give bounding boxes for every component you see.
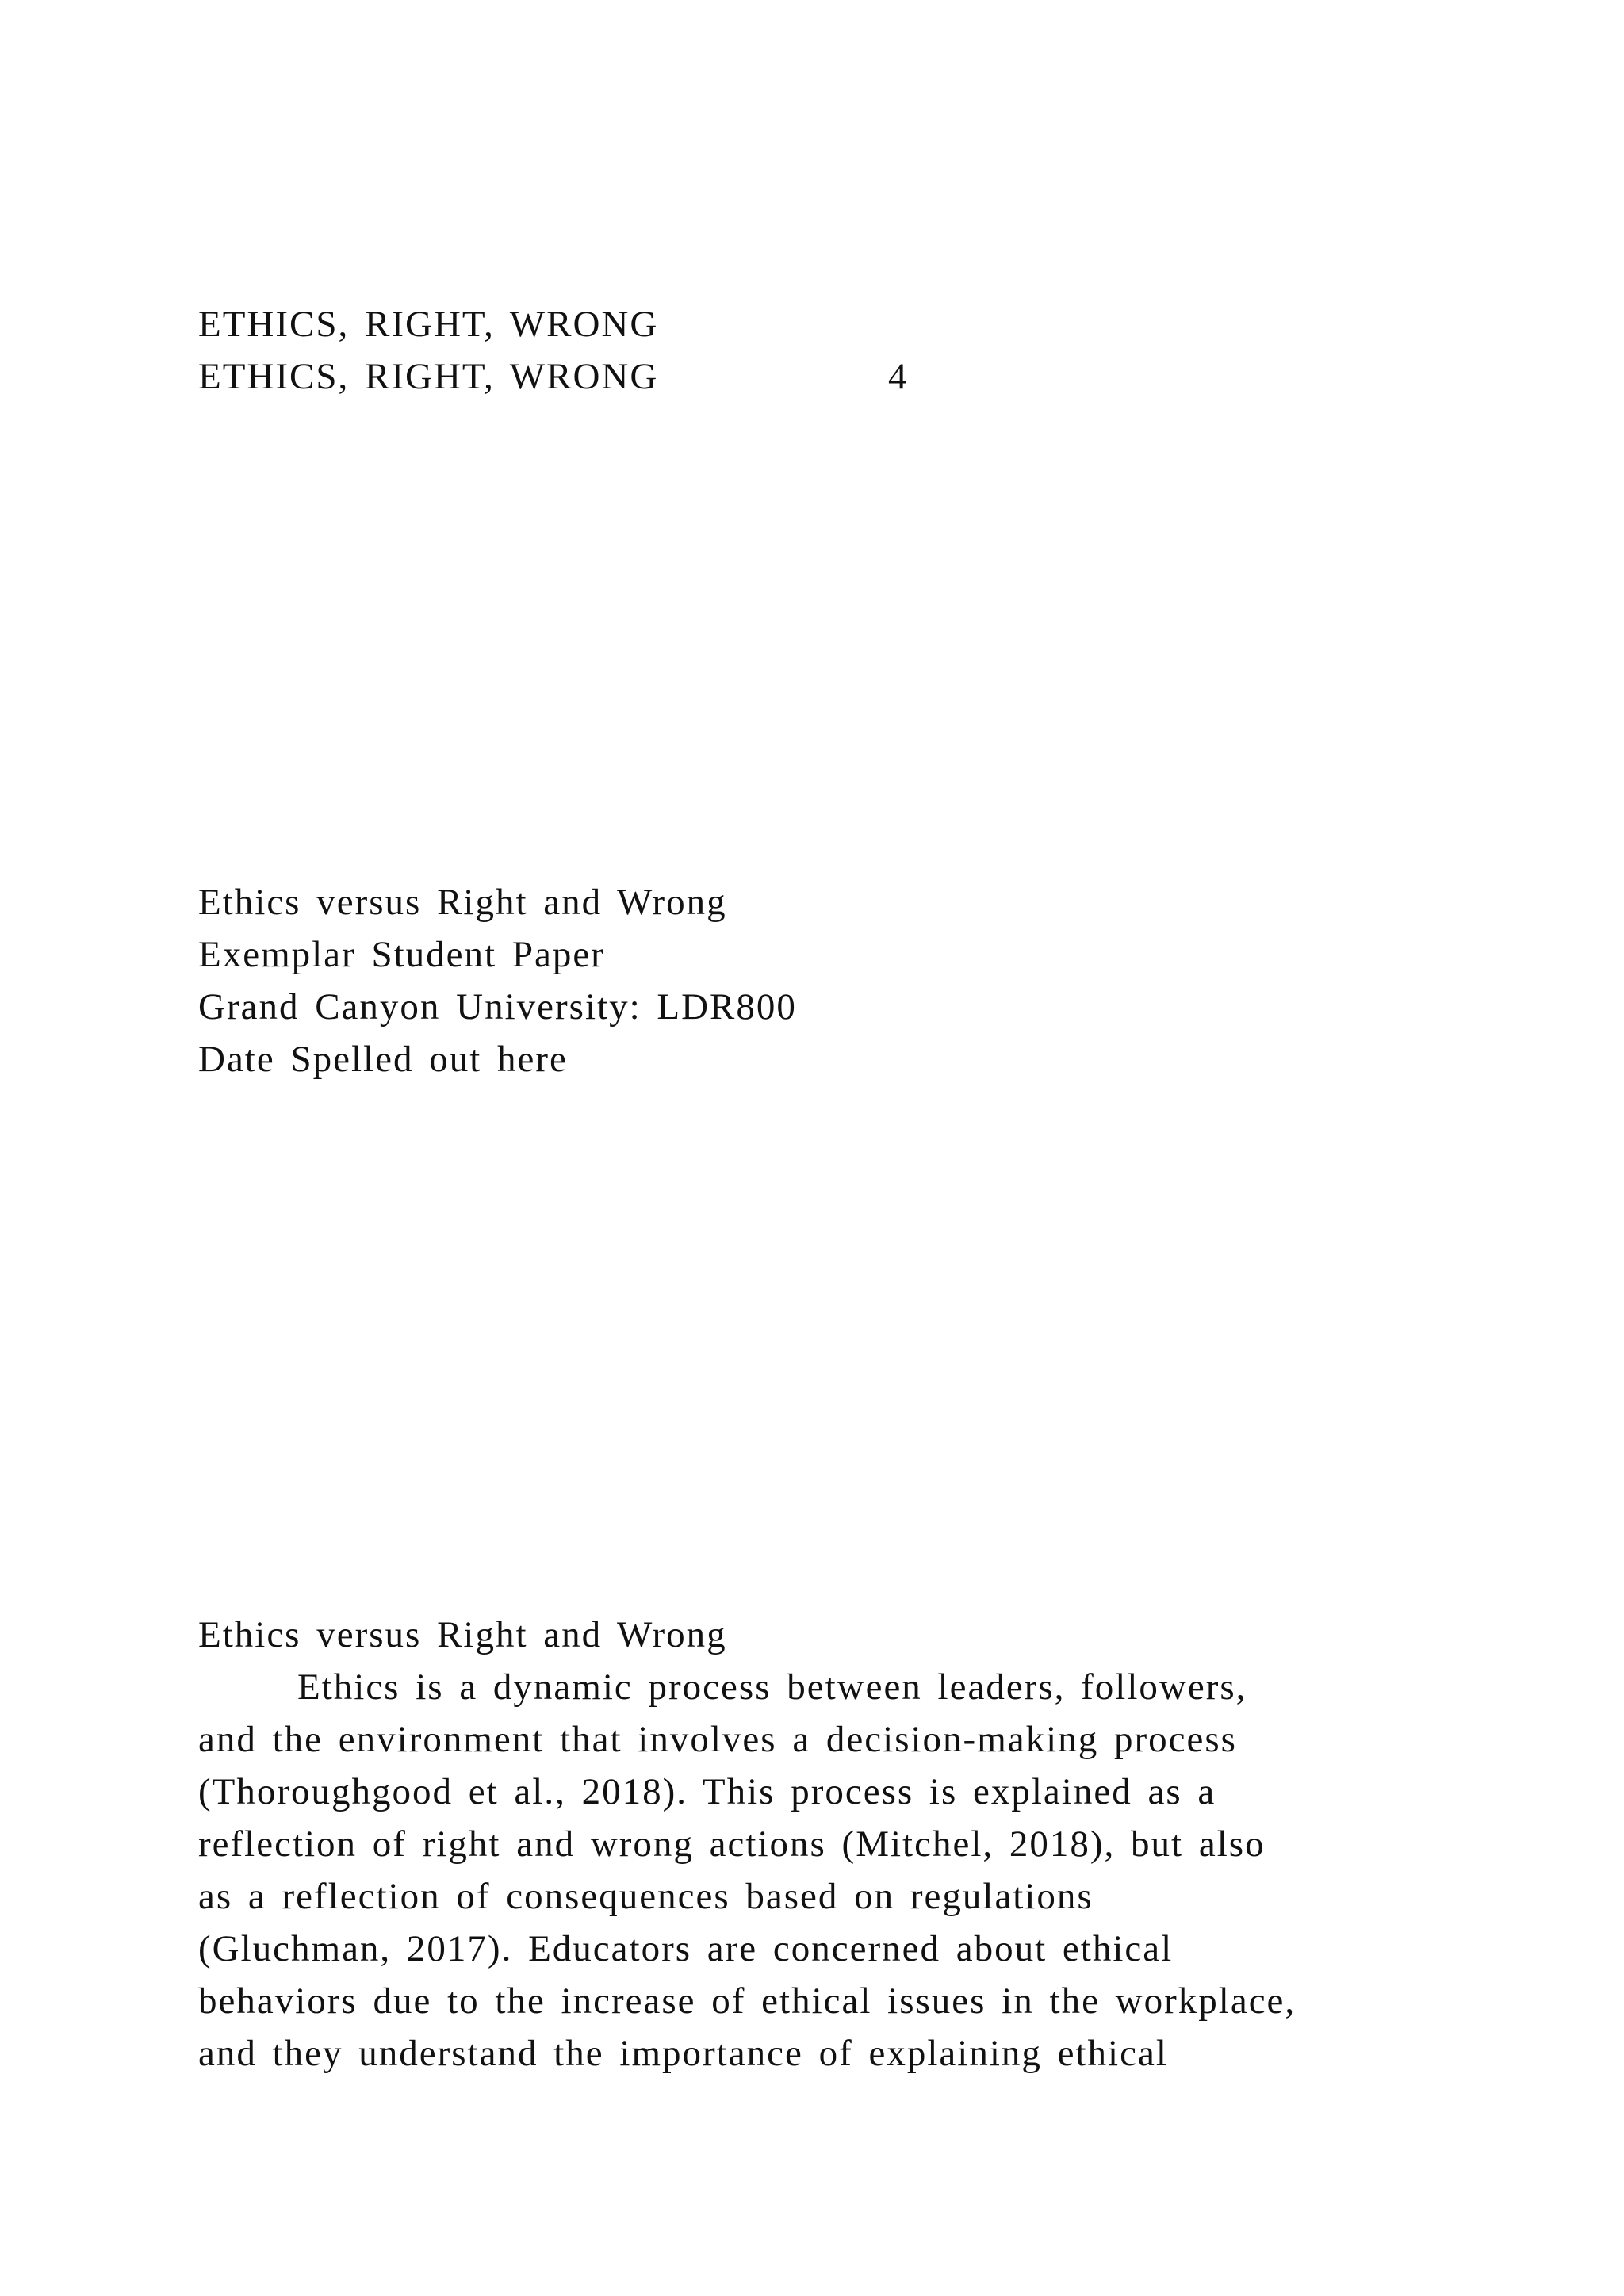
body-line: and the environment that involves a decision-making process bbox=[198, 1719, 1237, 1760]
body-line: as a reflection of consequences based on regulations bbox=[198, 1876, 1094, 1917]
running-head-line-1: ETHICS, RIGHT, WRONG bbox=[198, 304, 659, 345]
body-line: (Gluchman, 2017). Educators are concerned about ethical bbox=[198, 1928, 1174, 1969]
date-line: Date Spelled out here bbox=[198, 1039, 568, 1080]
body-line: reflection of right and wrong actions (Mitchel, 2018), but also bbox=[198, 1823, 1266, 1865]
body-line: and they understand the importance of explaining ethical bbox=[198, 2033, 1168, 2074]
paper-title: Ethics versus Right and Wrong bbox=[198, 882, 727, 923]
running-head-line-2: ETHICS, RIGHT, WRONG bbox=[198, 356, 659, 397]
body-line: behaviors due to the increase of ethical issues in the workplace, bbox=[198, 1980, 1297, 2022]
paper-subtitle: Exemplar Student Paper bbox=[198, 934, 605, 975]
body-line: Ethics is a dynamic process between leaders, followers, bbox=[297, 1667, 1247, 1708]
body-line: (Thoroughgood et al., 2018). This process is explained as a bbox=[198, 1771, 1216, 1812]
institution-line: Grand Canyon University: LDR800 bbox=[198, 986, 797, 1027]
page-number: 4 bbox=[888, 356, 909, 397]
section-heading: Ethics versus Right and Wrong bbox=[198, 1614, 727, 1655]
